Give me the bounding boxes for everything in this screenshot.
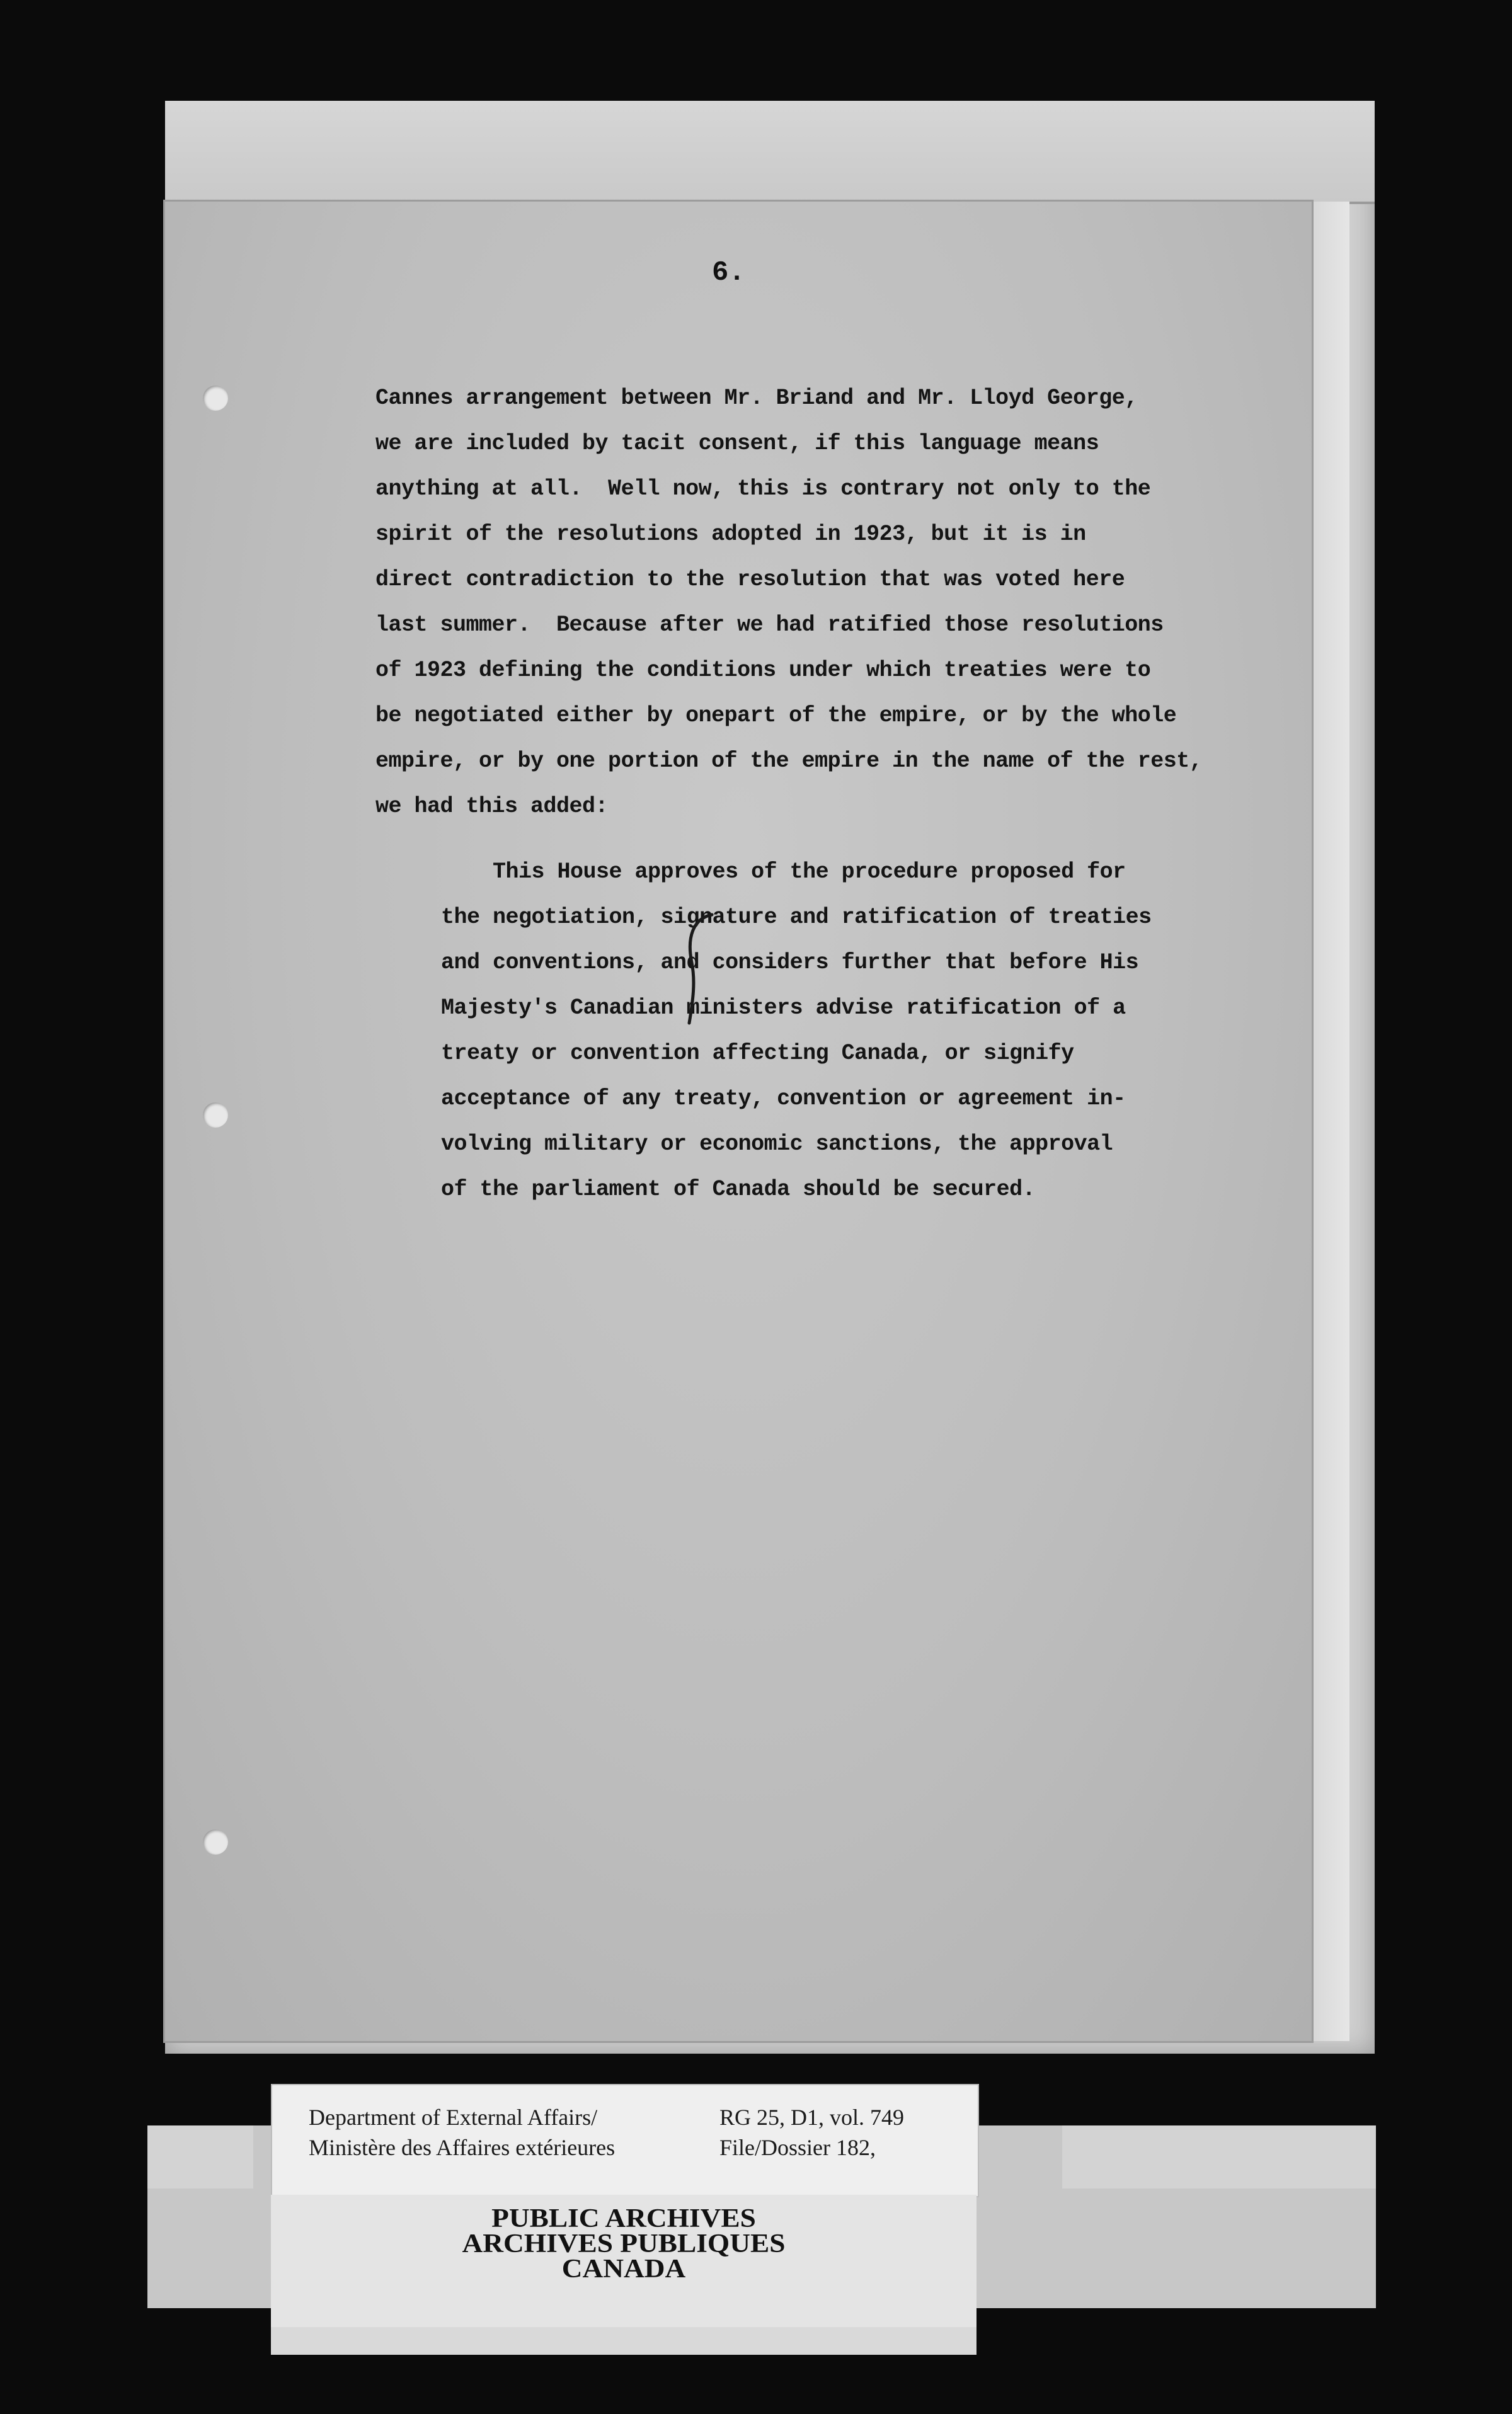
quote-line: Majesty's Canadian ministers advise ratification of a (441, 995, 1126, 1021)
department-french: Ministère des Affaires extérieures (309, 2135, 616, 2160)
punch-hole (203, 386, 228, 411)
body-line: be negotiated either by onepart of the empire, or by the whole (375, 703, 1177, 728)
stamp-line: PUBLIC ARCHIVES (491, 2204, 756, 2233)
archive-reference-card (271, 2084, 979, 2197)
archive-label-notch (1062, 2125, 1376, 2188)
archive-label-notch (147, 2125, 253, 2188)
stamp-line: CANADA (561, 2255, 686, 2284)
quote-line: treaty or convention affecting Canada, or signify (441, 1041, 1074, 1066)
body-line: anything at all. Well now, this is contrary not only to the (375, 476, 1151, 501)
body-line: last summer. Because after we had ratified those resolutions (375, 612, 1164, 638)
body-line: direct contradiction to the resolution that was voted here (375, 567, 1125, 592)
body-line: Cannes arrangement between Mr. Briand and Mr. Lloyd George, (375, 386, 1138, 411)
quote-line: of the parliament of Canada should be secured. (441, 1177, 1036, 1202)
handwritten-mark-icon (668, 912, 718, 1026)
archive-label-strip (271, 2327, 976, 2355)
quote-line: the negotiation, signature and ratification of treaties (441, 905, 1152, 930)
body-line: we had this added: (375, 794, 609, 819)
back-sheet-top-band (165, 101, 1375, 204)
quote-line: acceptance of any treaty, convention or agreement in- (441, 1086, 1126, 1111)
quote-line: volving military or economic sanctions, the approval (441, 1131, 1113, 1157)
body-paragraph (375, 386, 1203, 819)
body-line: we are included by tacit consent, if this language means (375, 431, 1099, 456)
department-english: Department of External Affairs/ (309, 2105, 598, 2130)
file-reference: File/Dossier 182, (719, 2135, 876, 2160)
page-number: 6. (712, 257, 745, 289)
punch-hole (203, 1829, 228, 1855)
quote-line: This House approves of the procedure proposed for (441, 859, 1126, 884)
body-line: empire, or by one portion of the empire in the name of the rest, (375, 748, 1203, 774)
stamp-line: ARCHIVES PUBLIQUES (462, 2229, 786, 2258)
punch-hole (203, 1102, 228, 1128)
page-edge (1312, 202, 1349, 2041)
body-line: spirit of the resolutions adopted in 1923, but it is in (375, 522, 1086, 547)
record-group-reference: RG 25, D1, vol. 749 (719, 2105, 905, 2130)
quote-line: and conventions, and considers further that before His (441, 950, 1139, 975)
body-line: of 1923 defining the conditions under which treaties were to (375, 658, 1151, 683)
public-archives-stamp (271, 2206, 976, 2282)
quoted-resolution (441, 859, 1152, 1202)
